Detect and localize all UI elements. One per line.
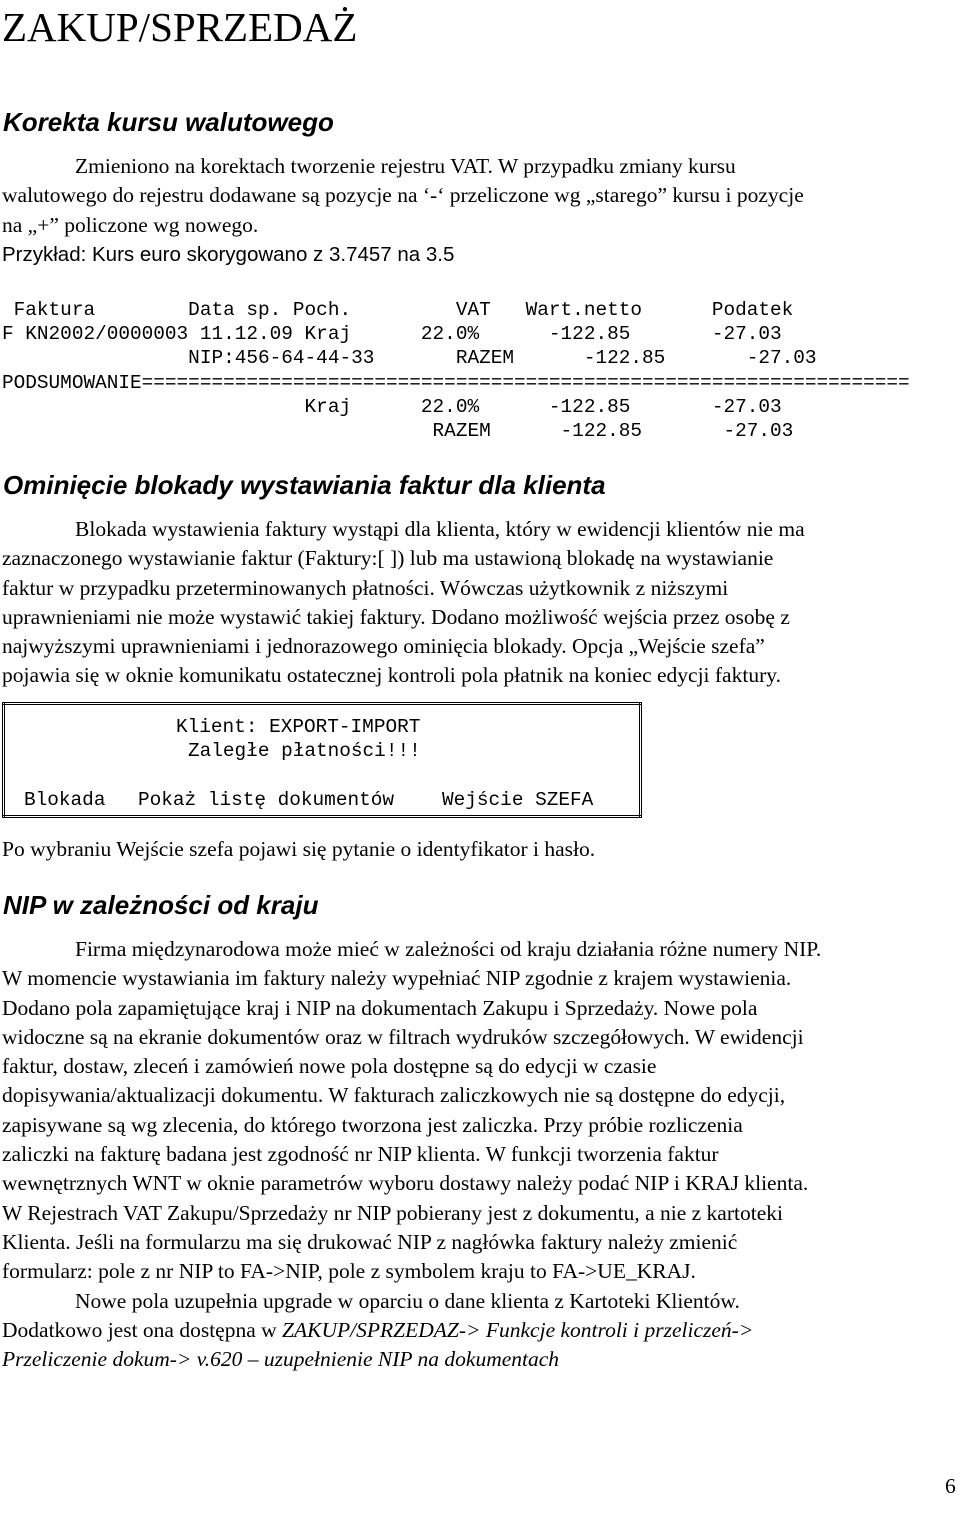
text-line: W momencie wystawiania im faktury należy wypełniać NIP zgodnie z krajem wystawienia. bbox=[2, 966, 792, 991]
block-button[interactable]: Blokada bbox=[24, 789, 106, 811]
after-dialog-note bbox=[2, 835, 960, 864]
section2-paragraph bbox=[2, 515, 960, 691]
menu-path-continued: Przeliczenie dokum-> v.620 – uzupełnienie NIP na dokumentach bbox=[2, 1347, 560, 1372]
text-line: najwyższymi uprawnieniami i jednorazowego ominięcia blokady. Opcja „Wejście szefa” bbox=[2, 634, 765, 659]
text-line: Klienta. Jeśli na formularzu ma się drukować NIP z nagłówka faktury należy zmienić bbox=[2, 1229, 738, 1254]
text-line: Po wybraniu Wejście szefa pojawi się pytanie o identyfikator i hasło. bbox=[2, 837, 596, 861]
text-line: Zmieniono na korektach tworzenie rejestru VAT. W przypadku zmiany kursu bbox=[75, 154, 736, 178]
page-number: 6 bbox=[945, 1474, 956, 1498]
text-run: Dodatkowo jest ona dostępna w bbox=[2, 1317, 283, 1342]
section3-paragraph bbox=[2, 935, 960, 1374]
boss-entry-button[interactable]: Wejście SZEFA bbox=[442, 789, 594, 811]
text-line: walutowego do rejestru dodawane są pozycje na ‘-‘ przeliczone wg „starego” kursu i pozycje bbox=[2, 183, 804, 208]
section-title-currency-correction: Korekta kursu walutowego bbox=[3, 107, 334, 137]
section-title-invoice-block-bypass: Ominięcie blokady wystawiania faktur dla klienta bbox=[3, 470, 606, 500]
text-line: wewnętrznych WNT w oknie parametrów wyboru dostawy należy podać NIP i KRAJ klienta. bbox=[2, 1171, 809, 1196]
overdue-payment-dialog bbox=[2, 702, 642, 818]
dialog-overdue-line: Zaległe płatności!!! bbox=[188, 740, 421, 762]
text-line: Dodano pola zapamiętujące kraj i NIP na dokumentach Zakupu i Sprzedaży. Nowe pola bbox=[2, 995, 758, 1020]
show-documents-button[interactable]: Pokaż listę dokumentów bbox=[138, 789, 394, 811]
text-line: na „+” policzone wg nowego. bbox=[2, 212, 259, 237]
text-line: zaliczki na fakturę badana jest zgodność nr NIP klienta. W funkcji tworzenia faktur bbox=[2, 1142, 719, 1167]
report-row: RAZEM -122.85 -27.03 bbox=[2, 420, 794, 443]
text-line: dopisywania/aktualizacji dokumentu. W fakturach zaliczkowych nie są dostępne do edycji, bbox=[2, 1083, 786, 1108]
text-line: W Rejestrach VAT Zakupu/Sprzedaży nr NIP pobierany jest z dokumentu, a nie z kartoteki bbox=[2, 1200, 783, 1225]
text-line: pojawia się w oknie komunikatu ostatecznej kontroli pola płatnik na koniec edycji faktury. bbox=[2, 663, 781, 688]
report-summary-divider: PODSUMOWANIE================================================================== bbox=[2, 371, 910, 394]
text-line: faktur w przypadku przeterminowanych płatności. Wówczas użytkownik z niższymi bbox=[2, 575, 729, 600]
report-row: F KN2002/0000003 11.12.09 Kraj 22.0% -122.85 -27.03 bbox=[2, 323, 782, 346]
text-line: Firma międzynarodowa może mieć w zależności od kraju działania różne numery NIP. bbox=[75, 937, 822, 961]
report-row: NIP:456-64-44-33 RAZEM -122.85 -27.03 bbox=[2, 347, 817, 370]
text-line: Nowe pola uzupełnia upgrade w oparciu o dane klienta z Kartoteki Klientów. bbox=[75, 1288, 740, 1313]
text-line: uprawnieniami nie może wystawić takiej faktury. Dodano możliwość wejścia przez osobę z bbox=[2, 604, 790, 629]
text-line: widoczne są na ekranie dokumentów oraz w filtrach wydruków szczegółowych. W ewidencji bbox=[2, 1024, 804, 1049]
vat-report-listing bbox=[2, 298, 910, 443]
text-line: formularz: pole z nr NIP to FA->NIP, pole z symbolem kraju to FA->UE_KRAJ. bbox=[2, 1259, 696, 1284]
text-line: faktur, dostaw, zleceń i zamówień nowe pola dostępne są do edycji w czasie bbox=[2, 1054, 657, 1079]
report-header-row: Faktura Data sp. Poch. VAT Wart.netto Podatek bbox=[2, 299, 794, 321]
text-line: Blokada wystawienia faktury wystąpi dla klienta, który w ewidencji klientów nie ma bbox=[75, 517, 805, 541]
page-heading: ZAKUP/SPRZEDAŻ bbox=[2, 4, 358, 50]
dialog-client-line: Klient: EXPORT-IMPORT bbox=[176, 716, 421, 738]
text-line: Przykład: Kurs euro skorygowano z 3.7457 na 3.5 bbox=[2, 242, 455, 266]
section1-paragraph bbox=[2, 152, 960, 269]
text-line bbox=[2, 1316, 960, 1345]
text-line: zaznaczonego wystawianie faktur (Faktury:[ ]) lub ma ustawioną blokadę na wystawianie bbox=[2, 546, 774, 571]
report-row: Kraj 22.0% -122.85 -27.03 bbox=[2, 395, 782, 418]
menu-path: ZAKUP/SPRZEDAZ-> Funkcje kontroli i przeliczeń-> bbox=[282, 1317, 754, 1342]
section-title-nip-by-country: NIP w zależności od kraju bbox=[3, 890, 319, 920]
text-line: zapisywane są wg zlecenia, do którego tworzona jest zaliczka. Przy próbie rozliczenia bbox=[2, 1112, 743, 1137]
